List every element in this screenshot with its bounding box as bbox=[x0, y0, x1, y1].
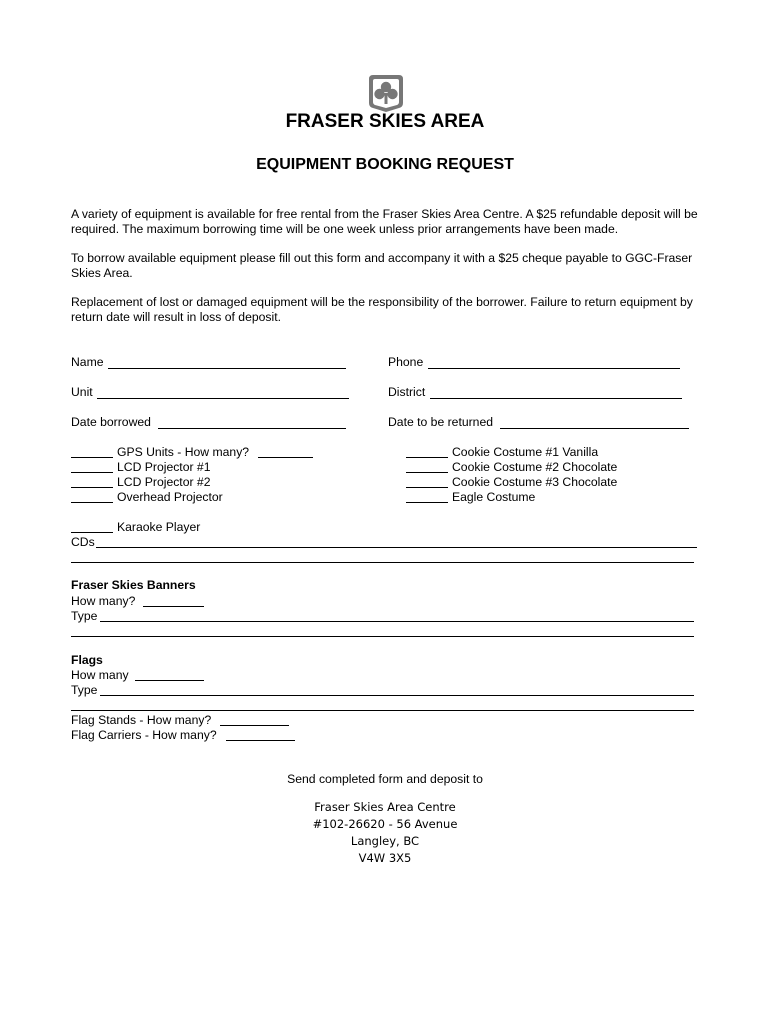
cookie1-check-line[interactable] bbox=[406, 457, 448, 458]
banners-type-label: Type bbox=[71, 609, 98, 623]
equipment-item-cookie3: Cookie Costume #3 Chocolate bbox=[452, 475, 618, 489]
equipment-item-overhead: Overhead Projector bbox=[117, 490, 223, 504]
flags-how-many-label: How many bbox=[71, 668, 129, 682]
equipment-item-cookie2: Cookie Costume #2 Chocolate bbox=[452, 460, 618, 474]
flag-stands-label: Flag Stands - How many? bbox=[71, 713, 212, 727]
gps-quantity-field[interactable] bbox=[258, 457, 313, 458]
phone-label: Phone bbox=[388, 355, 424, 369]
intro-paragraph-2: To borrow available equipment please fill out this form and accompany it with a $25 cheque payable to GGC-Fraser Skies Area. bbox=[71, 251, 693, 280]
send-instruction: Send completed form and deposit to bbox=[287, 772, 483, 786]
banners-how-many-label: How many? bbox=[71, 594, 136, 608]
flags-heading: Flags bbox=[71, 653, 103, 667]
lcd1-check-line[interactable] bbox=[71, 472, 113, 473]
name-field[interactable] bbox=[108, 368, 346, 369]
intro-paragraph-3: Replacement of lost or damaged equipment will be the responsibility of the borrower. Failure to return equipment by return date will result in loss of deposit. bbox=[71, 295, 693, 324]
unit-field[interactable] bbox=[97, 398, 349, 399]
flags-type-line-2[interactable] bbox=[71, 710, 694, 711]
address-line-2: #102-26620 - 56 Avenue bbox=[312, 817, 458, 831]
eagle-check-line[interactable] bbox=[406, 502, 448, 503]
date-returned-field[interactable] bbox=[500, 428, 689, 429]
banners-type-field[interactable] bbox=[100, 621, 694, 622]
flag-stands-field[interactable] bbox=[220, 725, 289, 726]
lcd2-check-line[interactable] bbox=[71, 487, 113, 488]
karaoke-label: Karaoke Player bbox=[117, 520, 201, 534]
date-borrowed-label: Date borrowed bbox=[71, 415, 151, 429]
cds-field[interactable] bbox=[96, 547, 697, 548]
karaoke-check-line[interactable] bbox=[71, 532, 113, 533]
district-field[interactable] bbox=[430, 398, 682, 399]
overhead-check-line[interactable] bbox=[71, 502, 113, 503]
equipment-item-lcd2: LCD Projector #2 bbox=[117, 475, 211, 489]
equipment-item-gps: GPS Units - How many? bbox=[117, 445, 250, 459]
org-title: FRASER SKIES AREA bbox=[285, 111, 485, 132]
date-returned-label: Date to be returned bbox=[388, 415, 494, 429]
flags-type-label: Type bbox=[71, 683, 98, 697]
equipment-item-lcd1: LCD Projector #1 bbox=[117, 460, 211, 474]
flag-carriers-field[interactable] bbox=[226, 740, 295, 741]
cookie3-check-line[interactable] bbox=[406, 487, 448, 488]
banners-quantity-field[interactable] bbox=[143, 606, 204, 607]
address-line-1: Fraser Skies Area Centre bbox=[314, 800, 456, 814]
name-label: Name bbox=[71, 355, 104, 369]
gps-check-line[interactable] bbox=[71, 457, 113, 458]
equipment-item-cookie1: Cookie Costume #1 Vanilla bbox=[452, 445, 599, 459]
form-title: EQUIPMENT BOOKING REQUEST bbox=[256, 156, 514, 173]
date-borrowed-field[interactable] bbox=[158, 428, 346, 429]
cookie2-check-line[interactable] bbox=[406, 472, 448, 473]
equipment-item-eagle: Eagle Costume bbox=[452, 490, 536, 504]
cds-label: CDs bbox=[71, 535, 95, 549]
trefoil-logo-icon bbox=[367, 73, 405, 113]
unit-label: Unit bbox=[71, 385, 93, 399]
flag-carriers-label: Flag Carriers - How many? bbox=[71, 728, 217, 742]
address-line-4: V4W 3X5 bbox=[358, 851, 412, 865]
address-line-3: Langley, BC bbox=[350, 834, 420, 848]
intro-paragraph-1: A variety of equipment is available for free rental from the Fraser Skies Area Centre. A $25 refundable deposit will be required. The maximum borrowing time will be one week unless prior arrangements have been made. bbox=[71, 207, 698, 236]
banners-type-line-2[interactable] bbox=[71, 636, 694, 637]
flags-quantity-field[interactable] bbox=[135, 680, 204, 681]
phone-field[interactable] bbox=[428, 368, 680, 369]
flags-type-field[interactable] bbox=[100, 695, 694, 696]
banners-heading: Fraser Skies Banners bbox=[71, 578, 196, 592]
district-label: District bbox=[388, 385, 426, 399]
cds-field-line-2[interactable] bbox=[71, 562, 694, 563]
